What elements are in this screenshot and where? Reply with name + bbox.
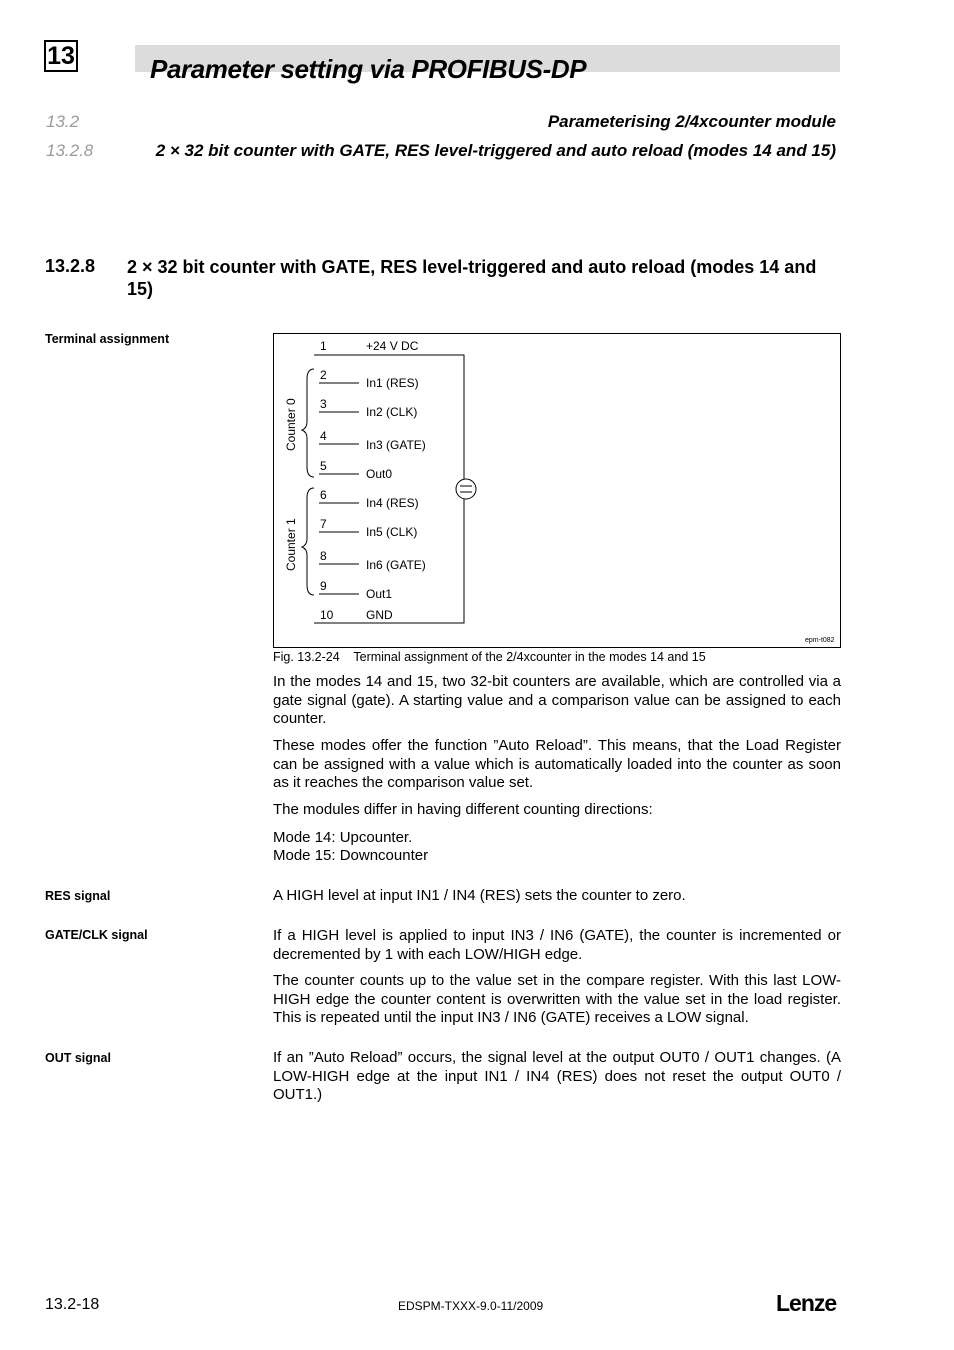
terminal-label: In4 (RES) [366,496,419,510]
figure-id: epm-t082 [805,637,835,644]
paragraph-directions: The modules differ in having different counting directions: [273,801,653,818]
paragraph-gate-2: The counter counts up to the value set in the compare register. With this last LOW-HIGH edge the counter content is overwritten with the value set in the load register. This is repeated until the input IN3 / IN6 (GATE) receives a LOW signal. [273,972,841,1026]
page-number: 13.2-18 [45,1296,100,1313]
paragraph-out: If an ”Auto Reload” occurs, the signal level at the output OUT0 / OUT1 changes. (A LOW-HIGH edge at the input IN1 / IN4 (RES) does not reset the output OUT0 / OUT1.) [273,1049,841,1103]
side-label-out: OUT signal [45,1051,111,1065]
ground-symbol-icon [456,479,476,499]
subsection-title: 2 × 32 bit counter with GATE, RES level-triggered and auto reload (modes 14 and 15) [155,141,836,160]
subsection-number: 13.2.8 [46,141,94,160]
group-label-counter0: Counter 0 [284,398,298,451]
heading-number: 13.2.8 [45,256,96,276]
terminal-number: 4 [320,429,327,443]
terminal-label: Out1 [366,587,393,601]
counter1-brace [302,488,314,595]
paragraph-intro: In the modes 14 and 15, two 32-bit counters are available, which are controlled via a gate signal (gate). A starting value and a comparison value can be assigned to each counter. [273,673,841,727]
terminal-number: 1 [320,339,327,353]
terminal-number: 10 [320,608,334,622]
paragraph-auto-reload: These modes offer the function ”Auto Reload”. This means, that the Load Register can be assigned with a value which is automatically loaded into the counter as soon as it reaches the comparison value set. [273,737,841,791]
terminal-label: In5 (CLK) [366,525,418,539]
mode-15-line: Mode 15: Downcounter [273,847,429,864]
terminal-label: In3 (GATE) [366,438,426,452]
side-label-gate: GATE/CLK signal [45,928,148,942]
paragraph-gate-1: If a HIGH level is applied to input IN3 / IN6 (GATE), the counter is incremented or decremented by 1 with each LOW/HIGH edge. [273,927,841,963]
terminal-number: 5 [320,459,327,473]
terminal-diagram [274,334,840,647]
figure-caption: Fig. 13.2-24 Terminal assignment of the 2/4xcounter in the modes 14 and 15 [273,650,706,664]
terminal-label: In2 (CLK) [366,405,418,419]
document-id: EDSPM-TXXX-9.0-11/2009 [398,1299,544,1313]
terminal-label: In6 (GATE) [366,558,426,572]
terminal-label: GND [366,608,393,622]
terminal-number: 8 [320,549,327,563]
terminal-figure [273,333,841,648]
terminal-number: 2 [320,368,327,382]
page-title: Parameter setting via PROFIBUS-DP [150,54,587,84]
terminal-number: 3 [320,397,327,411]
section-title: Parameterising 2/4xcounter module [547,112,836,131]
section-number: 13.2 [46,112,80,131]
terminal-label: In1 (RES) [366,376,419,390]
chapter-number: 13 [44,40,78,72]
heading-title: 2 × 32 bit counter with GATE, RES level-triggered and auto reload (modes 14 and 15) [127,257,817,299]
lenze-logo: Lenze [776,1290,837,1316]
terminal-number: 6 [320,488,327,502]
side-label-res: RES signal [45,889,111,903]
group-label-counter1: Counter 1 [284,518,298,571]
side-label-terminal: Terminal assignment [45,332,170,346]
paragraph-res: A HIGH level at input IN1 / IN4 (RES) sets the counter to zero. [273,887,686,904]
mode-14-line: Mode 14: Upcounter. [273,829,413,846]
terminal-label: Out0 [366,467,393,481]
terminal-block-outline [314,355,464,623]
terminal-number: 7 [320,517,327,531]
terminal-label: +24 V DC [366,339,419,353]
terminal-number: 9 [320,579,327,593]
counter0-brace [302,369,314,477]
